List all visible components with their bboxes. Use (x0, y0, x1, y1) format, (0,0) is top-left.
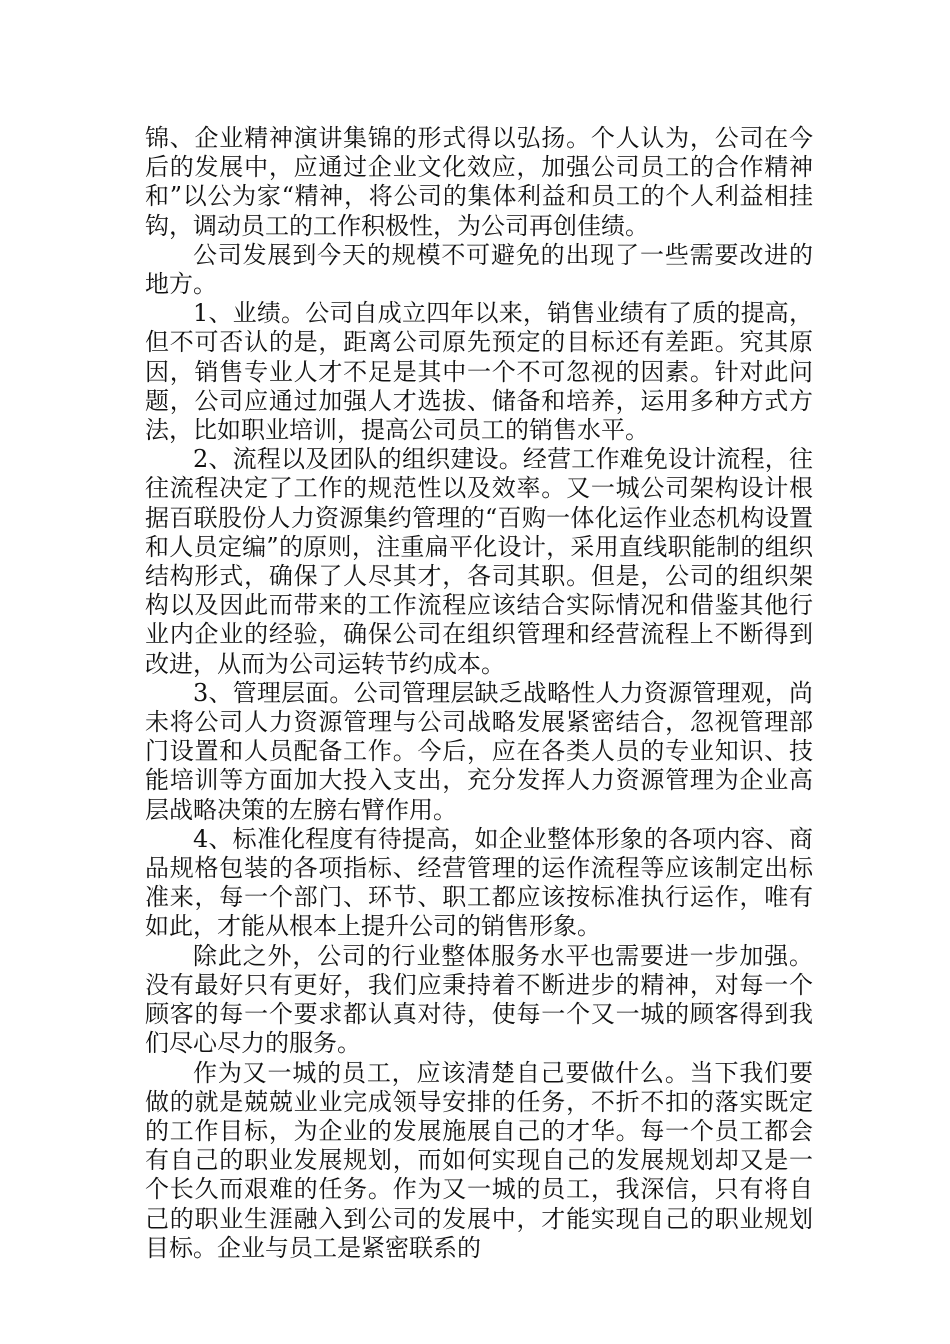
paragraph-point-4-standardization: 4、标准化程度有待提高，如企业整体形象的各项内容、商品规格包装的各项指标、经营管理的运作流程等应该制定出标准来，每一个部门、环节、职工都应该按标准执行运作，唯有如此，才能从根本上提升公司的销售形象。 (145, 824, 813, 941)
paragraph-point-1-performance: 1、业绩。公司自成立四年以来，销售业绩有了质的提高，但不可否认的是，距离公司原先预定的目标还有差距。究其原因，销售专业人才不足是其中一个不可忽视的因素。针对此问题，公司应通过加强人才选拔、储备和培养，运用多种方式方法，比如职业培训，提高公司员工的销售水平。 (145, 299, 813, 445)
paragraph-intro-improvements: 公司发展到今天的规模不可避免的出现了一些需要改进的地方。 (145, 240, 813, 299)
paragraph-employee-role: 作为又一城的员工，应该清楚自己要做什么。当下我们要做的就是兢兢业业完成领导安排的任务，不折不扣的落实既定的工作目标，为企业的发展施展自己的才华。每一个员工都会有自己的职业发展规划，而如何实现自己的发展规划却又是一个长久而艰难的任务。作为又一城的员工，我深信，只有将自己的职业生涯融入到公司的发展中，才能实现自己的职业规划目标。企业与员工是紧密联系的 (145, 1058, 813, 1262)
paragraph-continuation: 锦、企业精神演讲集锦的形式得以弘扬。个人认为，公司在今后的发展中，应通过企业文化效应，加强公司员工的合作精神和”以公为家“精神，将公司的集体利益和员工的个人利益相挂钩，调动员工的工作积极性，为公司再创佳绩。 (145, 124, 813, 240)
paragraph-point-3-management: 3、管理层面。公司管理层缺乏战略性人力资源管理观，尚未将公司人力资源管理与公司战略发展紧密结合，忽视管理部门设置和人员配备工作。今后，应在各类人员的专业知识、技能培训等方面加大投入支出，充分发挥人力资源管理为企业高层战略决策的左膀右臂作用。 (145, 678, 813, 824)
document-body (145, 124, 813, 1263)
paragraph-point-2-process: 2、流程以及团队的组织建设。经营工作难免设计流程，往往流程决定了工作的规范性以及效率。又一城公司架构设计根据百联股份人力资源集约管理的“百购一体化运作业态机构设置和人员定编”的原则，注重扁平化设计，采用直线职能制的组织结构形式，确保了人尽其才，各司其职。但是，公司的组织架构以及因此而带来的工作流程应该结合实际情况和借鉴其他行业内企业的经验，确保公司在组织管理和经营流程上不断得到改进，从而为公司运转节约成本。 (145, 445, 813, 678)
paragraph-service: 除此之外，公司的行业整体服务水平也需要进一步加强。没有最好只有更好，我们应秉持着不断进步的精神，对每一个顾客的每一个要求都认真对待，使每一个又一城的顾客得到我们尽心尽力的服务。 (145, 941, 813, 1058)
